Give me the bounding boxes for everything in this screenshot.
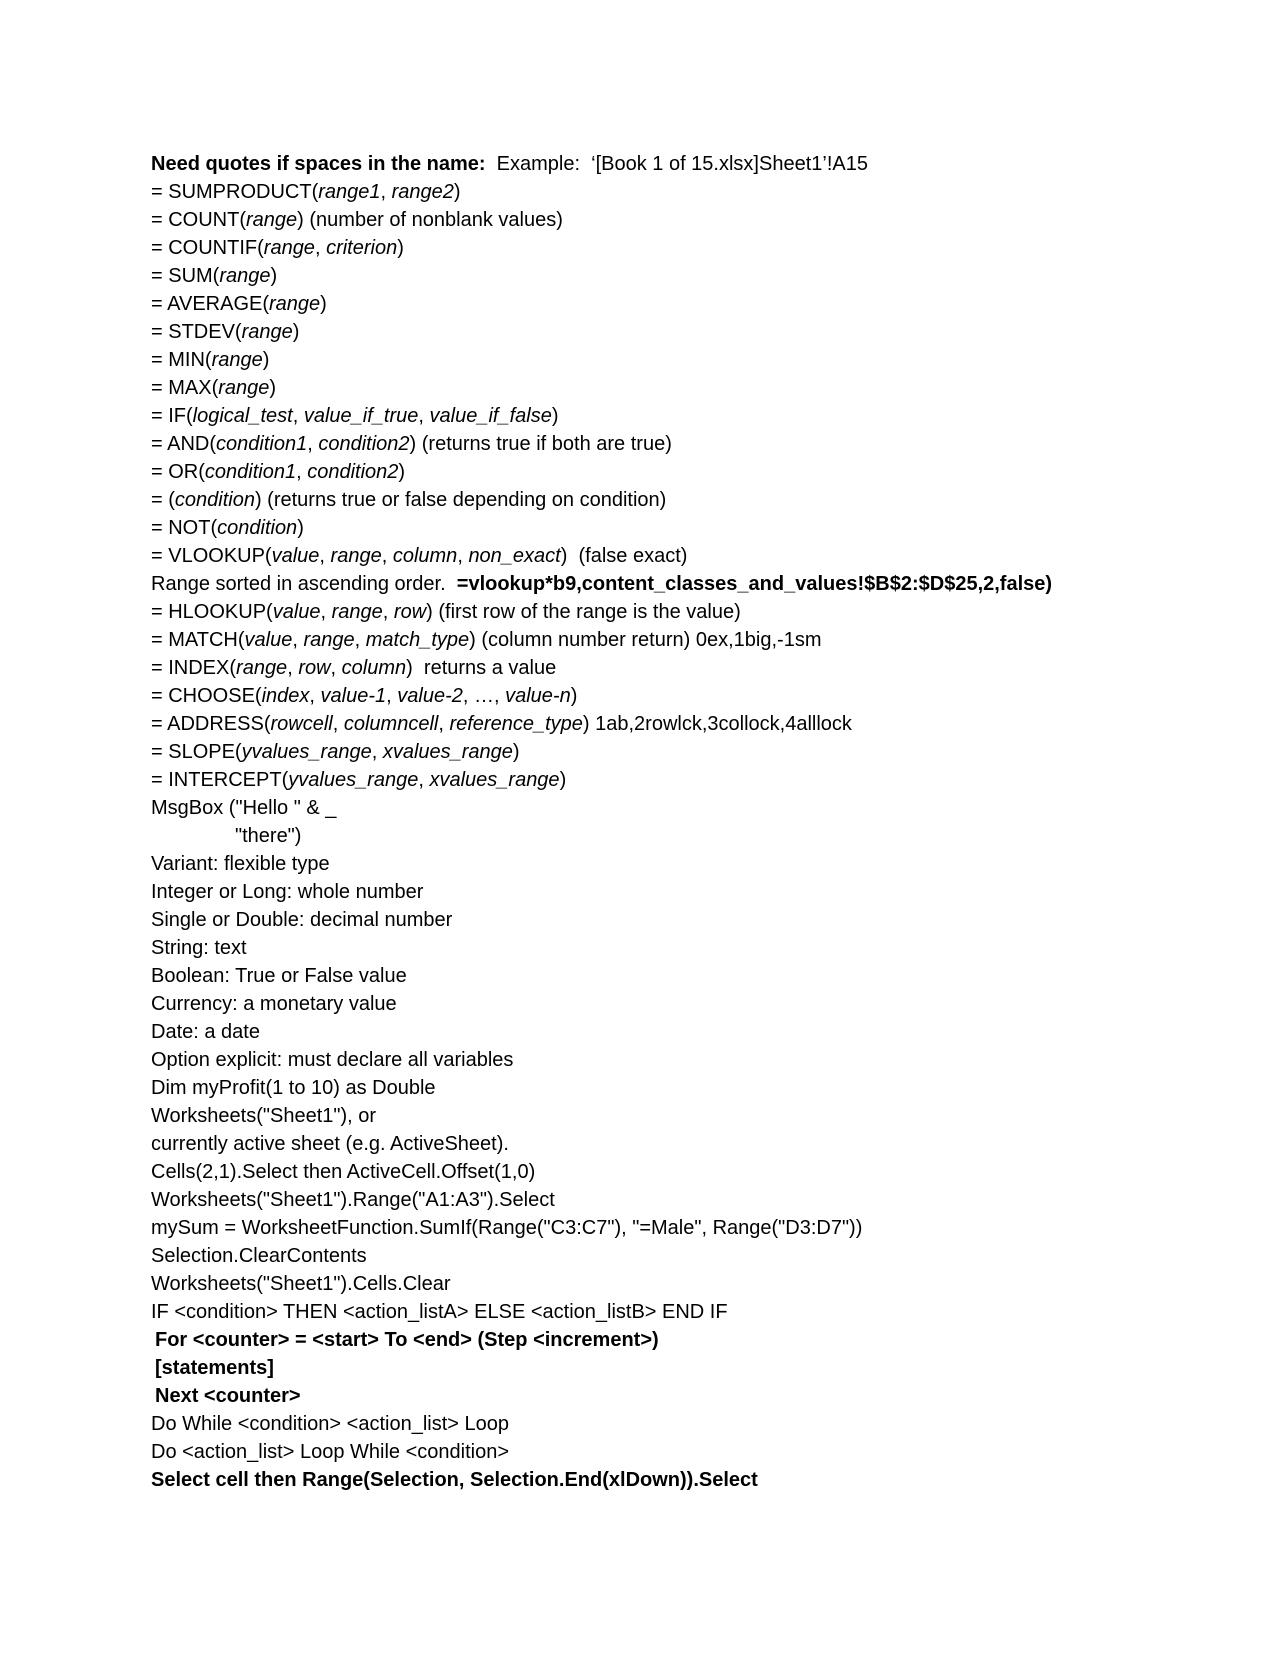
- vlookup-example: =vlookup*b9,content_classes_and_values!$B$2:$D$25,2,false): [456, 573, 1053, 595]
- vba-line: MsgBox ("Hello " & _: [151, 797, 337, 819]
- formula-line: = AND(condition1, condition2) (returns true if both are true): [151, 433, 672, 455]
- for-loop-line: [statements]: [155, 1357, 274, 1379]
- vba-line: IF <condition> THEN <action_listA> ELSE <action_listB> END IF: [151, 1301, 728, 1323]
- formula-line: = ADDRESS(rowcell, columncell, reference_type) 1ab,2rowlck,3collock,4alllock: [151, 713, 852, 735]
- vba-line: Boolean: True or False value: [151, 965, 407, 987]
- formula-line: = STDEV(range): [151, 321, 300, 343]
- vba-line: Date: a date: [151, 1021, 260, 1043]
- vba-line: Select cell then Range(Selection, Selection.End(xlDown)).Select: [151, 1469, 758, 1491]
- formula-line: = OR(condition1, condition2): [151, 461, 406, 483]
- formula-line: = INTERCEPT(yvalues_range, xvalues_range): [151, 769, 567, 791]
- formula-line: = (condition) (returns true or false depending on condition): [151, 489, 667, 511]
- formula-line: = NOT(condition): [151, 517, 304, 539]
- vba-line: Do <action_list> Loop While <condition>: [151, 1441, 510, 1463]
- vba-line: Dim myProfit(1 to 10) as Double: [151, 1077, 436, 1099]
- document-body: [151, 150, 1231, 1494]
- vba-line: Do While <condition> <action_list> Loop: [151, 1413, 510, 1435]
- formula-line: = COUNT(range) (number of nonblank values): [151, 209, 563, 231]
- text-line: Range sorted in ascending order. =vlookup*b9,content_classes_and_values!$B$2:$D$25,2,false): [151, 573, 1053, 595]
- vba-line: Variant: flexible type: [151, 853, 330, 875]
- vba-line: Option explicit: must declare all variables: [151, 1049, 514, 1071]
- formula-line: = IF(logical_test, value_if_true, value_if_false): [151, 405, 559, 427]
- formula-line: = SLOPE(yvalues_range, xvalues_range): [151, 741, 520, 763]
- formula-line: = SUMPRODUCT(range1, range2): [151, 181, 461, 203]
- vba-line: Worksheets("Sheet1").Range("A1:A3").Select: [151, 1189, 555, 1211]
- text-line: [151, 150, 1231, 178]
- formula-line: = MIN(range): [151, 349, 270, 371]
- formula-line: = HLOOKUP(value, range, row) (first row of the range is the value): [151, 601, 741, 623]
- bold-note: Need quotes if spaces in the name:: [151, 153, 486, 175]
- formula-line: = COUNTIF(range, criterion): [151, 237, 404, 259]
- vba-line: Selection.ClearContents: [151, 1245, 367, 1267]
- formula-line: = AVERAGE(range): [151, 293, 327, 315]
- formula-line: = MATCH(value, range, match_type) (column number return) 0ex,1big,-1sm: [151, 629, 822, 651]
- formula-line: = MAX(range): [151, 377, 277, 399]
- formula-line: = CHOOSE(index, value-1, value-2, …, value-n): [151, 685, 578, 707]
- vba-line: String: text: [151, 937, 247, 959]
- vba-line: currently active sheet (e.g. ActiveSheet).: [151, 1133, 509, 1155]
- vba-line: "there"): [235, 825, 302, 847]
- vba-line: Integer or Long: whole number: [151, 881, 424, 903]
- for-loop-line: For <counter> = <start> To <end> (Step <increment>): [155, 1329, 659, 1351]
- formula-line: = VLOOKUP(value, range, column, non_exact) (false exact): [151, 545, 688, 567]
- example-text: Example: ‘[Book 1 of 15.xlsx]Sheet1’!A15: [485, 153, 868, 175]
- formula-line: = SUM(range): [151, 265, 278, 287]
- vba-line: Single or Double: decimal number: [151, 909, 453, 931]
- vba-line: Cells(2,1).Select then ActiveCell.Offset(1,0): [151, 1161, 536, 1183]
- vba-line: Worksheets("Sheet1").Cells.Clear: [151, 1273, 451, 1295]
- vba-line: Worksheets("Sheet1"), or: [151, 1105, 377, 1127]
- vba-line: mySum = WorksheetFunction.SumIf(Range("C3:C7"), "=Male", Range("D3:D7")): [151, 1217, 863, 1239]
- vba-line: Currency: a monetary value: [151, 993, 397, 1015]
- for-loop-line: Next <counter>: [155, 1385, 301, 1407]
- formula-line: = INDEX(range, row, column) returns a value: [151, 657, 557, 679]
